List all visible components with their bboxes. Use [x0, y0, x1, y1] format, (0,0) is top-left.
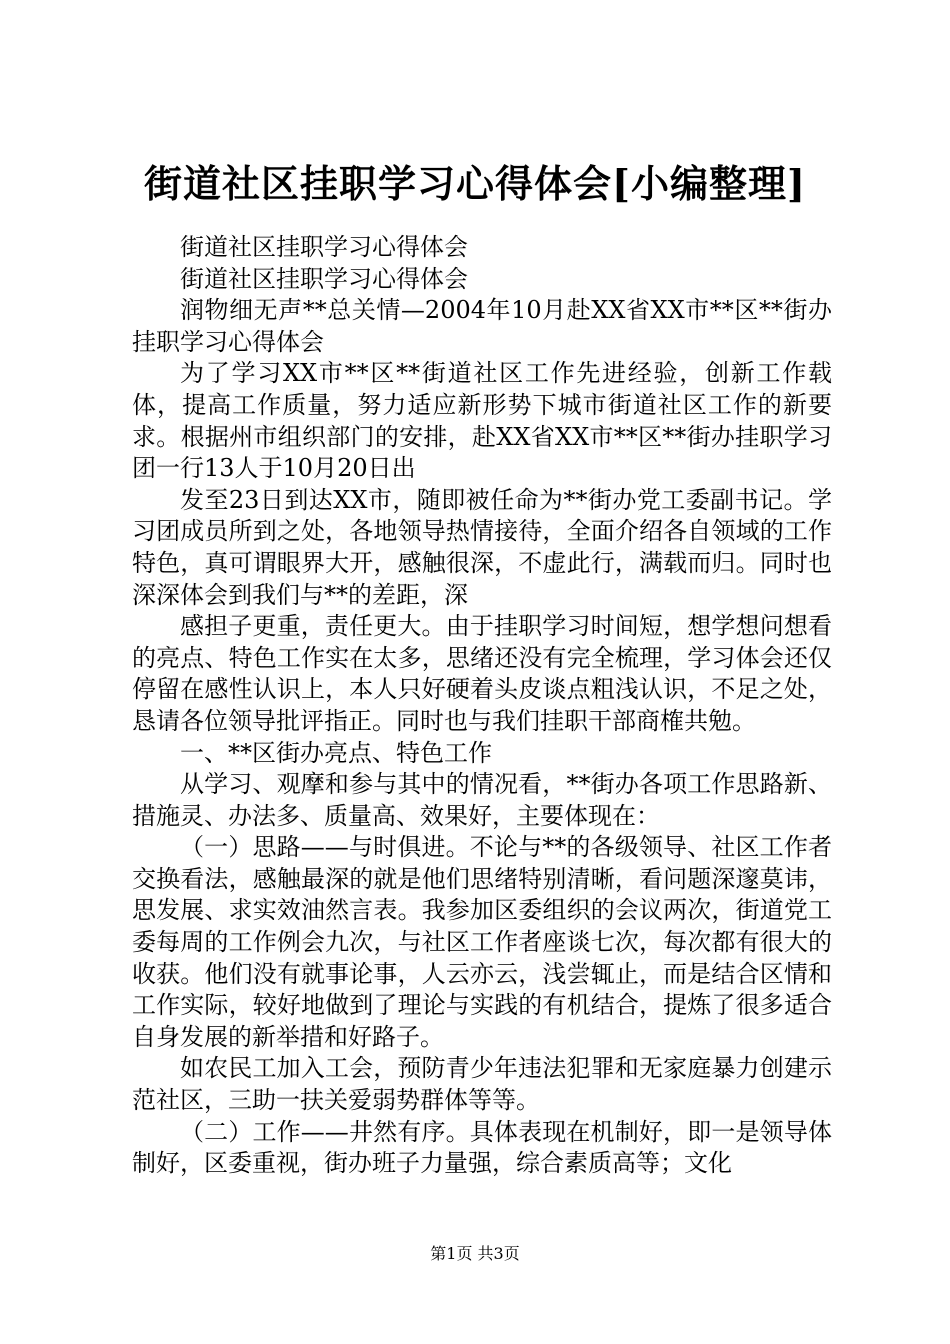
paragraph: （一）思路——与时俱进。不论与**的各级领导、社区工作者交换看法，感触最深的就是他们思绪特别清晰，看问题深邃莫讳，思发展、求实效油然言表。我参加区委组织的会议两次，街道党工委每周的工作例会九次，与社区工作者座谈七次，每次都有很大的收获。他们没有就事论事，人云亦云，浅尝辄止，而是结合区情和工作实际，较好地做到了理论与实践的有机结合，提炼了很多适合自身发展的新举措和好路子。 [132, 833, 832, 1051]
paragraph: 如农民工加入工会，预防青少年违法犯罪和无家庭暴力创建示范社区，三助一扶关爱弱势群体等等。 [132, 1054, 832, 1115]
document-body [132, 232, 832, 1180]
paragraph: 街道社区挂职学习心得体会 [180, 233, 468, 261]
section-heading: 一、**区街办亮点、特色工作 [180, 738, 492, 767]
paragraph: 润物细无声**总关情—2004年10月赴XX省XX市**区**街办挂职学习心得体会 [132, 296, 832, 356]
paragraph: 街道社区挂职学习心得体会 [180, 264, 468, 293]
paragraph: 为了学习XX市**区**街道社区工作先进经验，创新工作载体，提高工作质量，努力适应新形势下城市街道社区工作的新要求。根据州市组织部门的安排，赴XX省XX市**区**街办挂职学习团一行13人于10月20日出 [132, 359, 832, 483]
paragraph: 发至23日到达XX市，随即被任命为**街办党工委副书记。学习团成员所到之处，各地领导热情接待，全面介绍各自领域的工作特色，真可谓眼界大开，感触很深，不虚此行，满载而归。同时也深深体会到我们与**的差距，深 [132, 485, 832, 609]
paragraph: 从学习、观摩和参与其中的情况看，**街办各项工作思路新、措施灵、办法多、质量高、效果好，主要体现在： [132, 770, 832, 830]
paragraph: 感担子更重，责任更大。由于挂职学习时间短，想学想问想看的亮点、特色工作实在太多，思绪还没有完全梳理，学习体会还仅停留在感性认识上，本人只好硬着头皮谈点粗浅认识，不足之处，恳请各位领导批评指正。同时也与我们挂职干部商榷共勉。 [132, 612, 832, 735]
document-title: 街道社区挂职学习心得体会[小编整理] [144, 161, 806, 206]
paragraph: （二）工作——井然有序。具体表现在机制好，即一是领导体制好，区委重视，街办班子力量强，综合素质高等；文化 [132, 1117, 832, 1178]
page-number-footer: 第1页 共3页 [430, 1244, 520, 1263]
